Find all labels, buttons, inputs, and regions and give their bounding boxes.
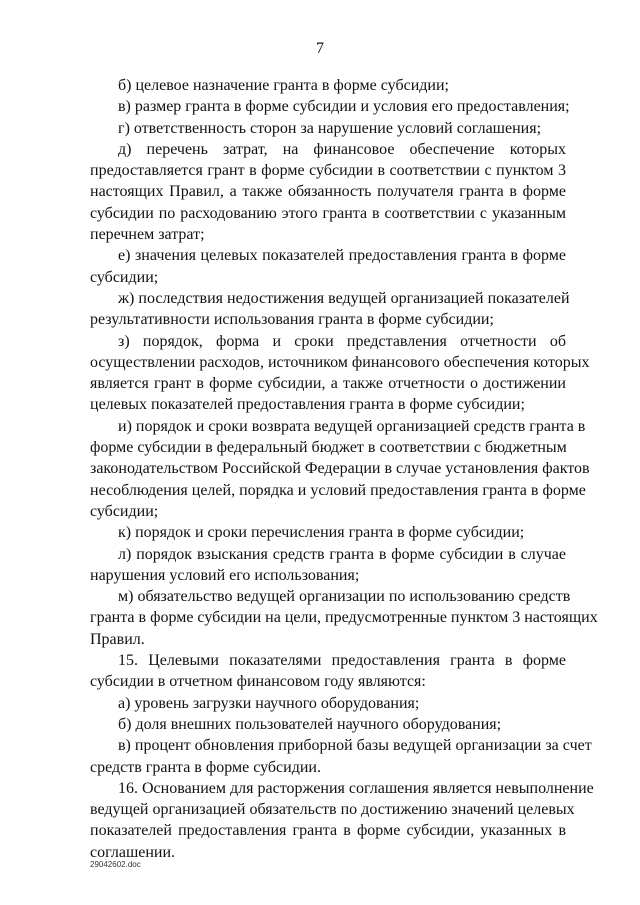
text-line: перечнем затрат; [90, 226, 205, 244]
text-line: соглашении. [90, 843, 176, 861]
text-line: г) ответственность сторон за нарушение условий соглашения; [118, 119, 542, 137]
footer-file-code: 29042602.doc [90, 860, 141, 869]
text-line: м) обязательство ведущей организации по использованию средств [118, 588, 571, 606]
text-line: в) процент обновления приборной базы ведущей организации за счет [118, 737, 592, 755]
text-line: е) значения целевых показателей предоставления гранта в форме [118, 247, 566, 265]
text-line: б) целевое назначение гранта в форме субсидии; [118, 77, 449, 94]
document-body [90, 75, 598, 863]
text-line: осуществлении расходов, источником финансового обеспечения которых [90, 353, 590, 371]
text-line: настоящих Правил, а также обязанность получателя гранта в форме [90, 183, 566, 201]
text-line: б) доля внешних пользователей научного оборудования; [118, 715, 502, 733]
text-line: в) размер гранта в форме субсидии и условия его предоставления; [118, 98, 570, 116]
text-line: 16. Основанием для расторжения соглашения является невыполнение [118, 779, 594, 797]
text-line: а) уровень загрузки научного оборудования; [118, 694, 420, 712]
text-line: 15. Целевыми показателями предоставления гранта в форме [118, 652, 566, 670]
text-line: несоблюдения целей, порядка и условий предоставления гранта в форме [90, 481, 586, 499]
text-line: результативности использования гранта в форме субсидии; [90, 311, 494, 329]
text-line: субсидии по расходованию этого гранта в соответствии с указанным [90, 204, 566, 222]
text-line: з) порядок, форма и сроки представления отчетности об [118, 332, 566, 350]
text-line: д) перечень затрат, на финансовое обеспечение которых [118, 140, 566, 158]
text-line: форме субсидии в федеральный бюджет в соответствии с бюджетным [90, 439, 567, 457]
text-line: к) порядок и сроки перечисления гранта в форме субсидии; [118, 524, 525, 542]
text-line: и) порядок и сроки возврата ведущей организацией средств гранта в [118, 417, 586, 435]
text-line: субсидии; [90, 502, 159, 520]
text-line: л) порядок взыскания средств гранта в форме субсидии в случае [118, 545, 566, 563]
text-line: гранта в форме субсидии на цели, предусмотренные пунктом 3 настоящих [90, 609, 598, 627]
text-line: нарушения условий его использования; [90, 566, 360, 584]
text-line: является грант в форме субсидии, а также отчетности о достижении [90, 375, 566, 393]
text-line: целевых показателей предоставления гранта в форме субсидии; [90, 396, 525, 414]
text-line: показателей предоставления гранта в форме субсидии, указанных в [90, 822, 566, 840]
text-line: Правил. [90, 630, 145, 648]
text-line: ж) последствия недостижения ведущей организацией показателей [118, 289, 570, 307]
text-line: субсидии; [90, 268, 159, 286]
text-line: средств гранта в форме субсидии. [90, 758, 321, 776]
text-line: ведущей организацией обязательств по достижению значений целевых [90, 801, 575, 819]
text-line: законодательством Российской Федерации в случае установления фактов [90, 460, 590, 478]
text-line: субсидии в отчетном финансовом году являются: [90, 673, 426, 691]
page-number: 7 [316, 40, 324, 57]
text-line: предоставляется грант в форме субсидии в соответствии с пунктом 3 [90, 162, 566, 180]
